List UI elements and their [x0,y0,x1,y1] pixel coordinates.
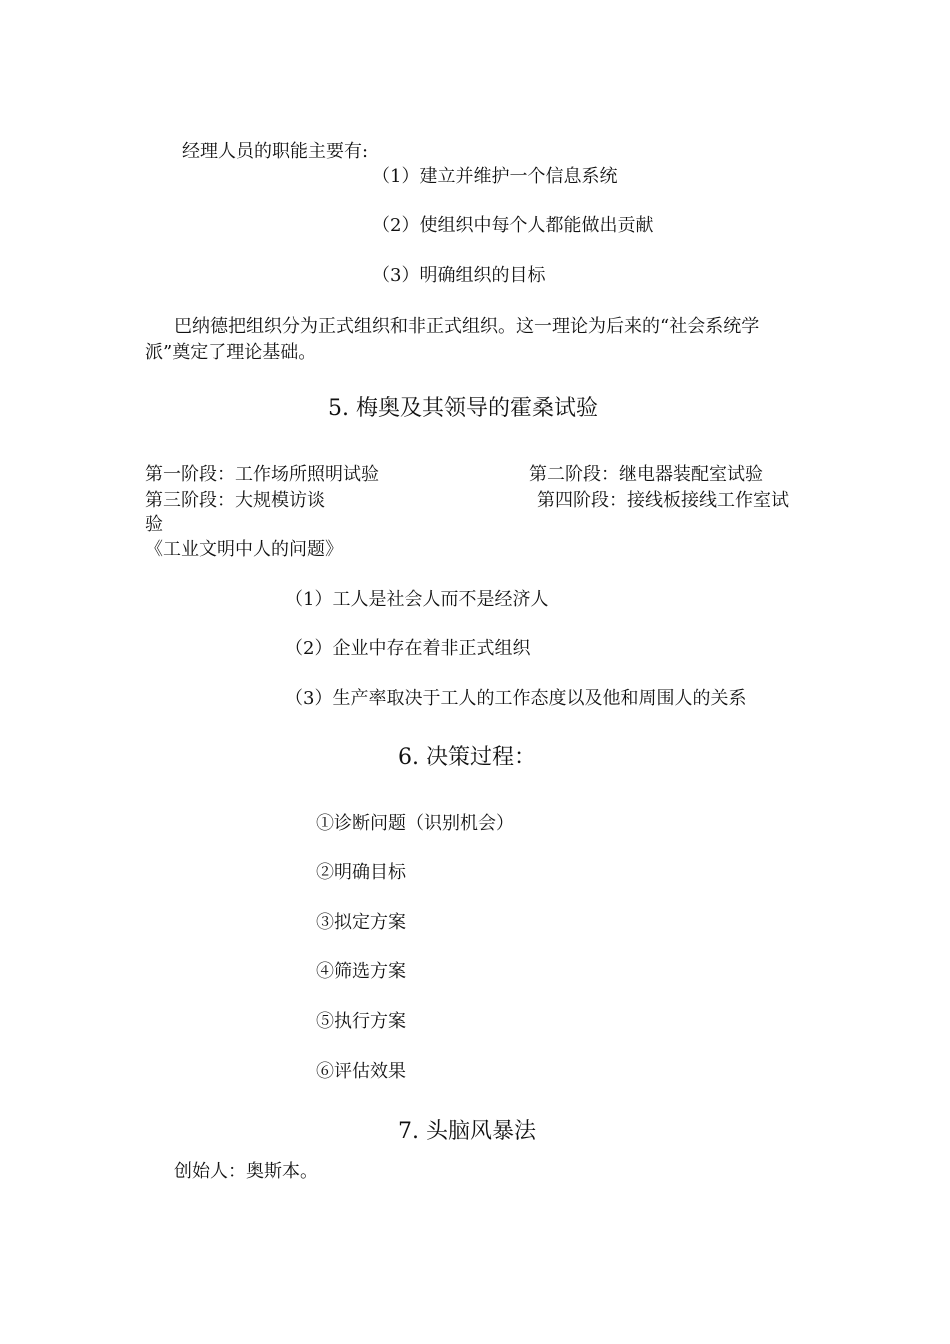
hawthorne-item-3: （3）生产率取决于工人的工作态度以及他和周围人的关系 [285,688,747,709]
intro-lead: 经理人员的职能主要有: [182,141,369,162]
brainstorm-founder: 创始人：奥斯本。 [174,1161,318,1182]
intro-item-3: （3）明确组织的目标 [372,265,546,286]
hawthorne-item-2: （2）企业中存在着非正式组织 [285,638,531,659]
decision-step-1: ①诊断问题（识别机会） [316,813,514,834]
section-7-title: 7. 头脑风暴法 [398,1119,536,1144]
decision-step-3: ③拟定方案 [316,912,406,933]
intro-paragraph-line-1: 巴纳德把组织分为正式组织和非正式组织。这一理论为后来的“社会系统学 [174,316,760,337]
decision-step-5: ⑤执行方案 [316,1011,406,1032]
hawthorne-item-1: （1）工人是社会人而不是经济人 [285,589,549,610]
decision-step-6: ⑥评估效果 [316,1061,406,1082]
intro-item-2: （2）使组织中每个人都能做出贡献 [372,215,654,236]
decision-step-2: ②明确目标 [316,862,406,883]
stage-3: 第三阶段：大规模访谈 [145,490,325,511]
intro-item-1: （1）建立并维护一个信息系统 [372,166,618,187]
stage-2: 第二阶段：继电器装配室试验 [529,464,763,485]
intro-paragraph-line-2: 派”奠定了理论基础。 [145,342,317,363]
section-5-title: 5. 梅奥及其领导的霍桑试验 [328,396,598,421]
stage-4-wrap: 验 [145,514,163,535]
decision-step-4: ④筛选方案 [316,961,406,982]
book-title: 《工业文明中人的问题》 [145,539,343,560]
stage-4: 第四阶段：接线板接线工作室试 [537,490,789,511]
stage-1: 第一阶段：工作场所照明试验 [145,464,379,485]
section-6-title: 6. 决策过程： [398,745,536,770]
